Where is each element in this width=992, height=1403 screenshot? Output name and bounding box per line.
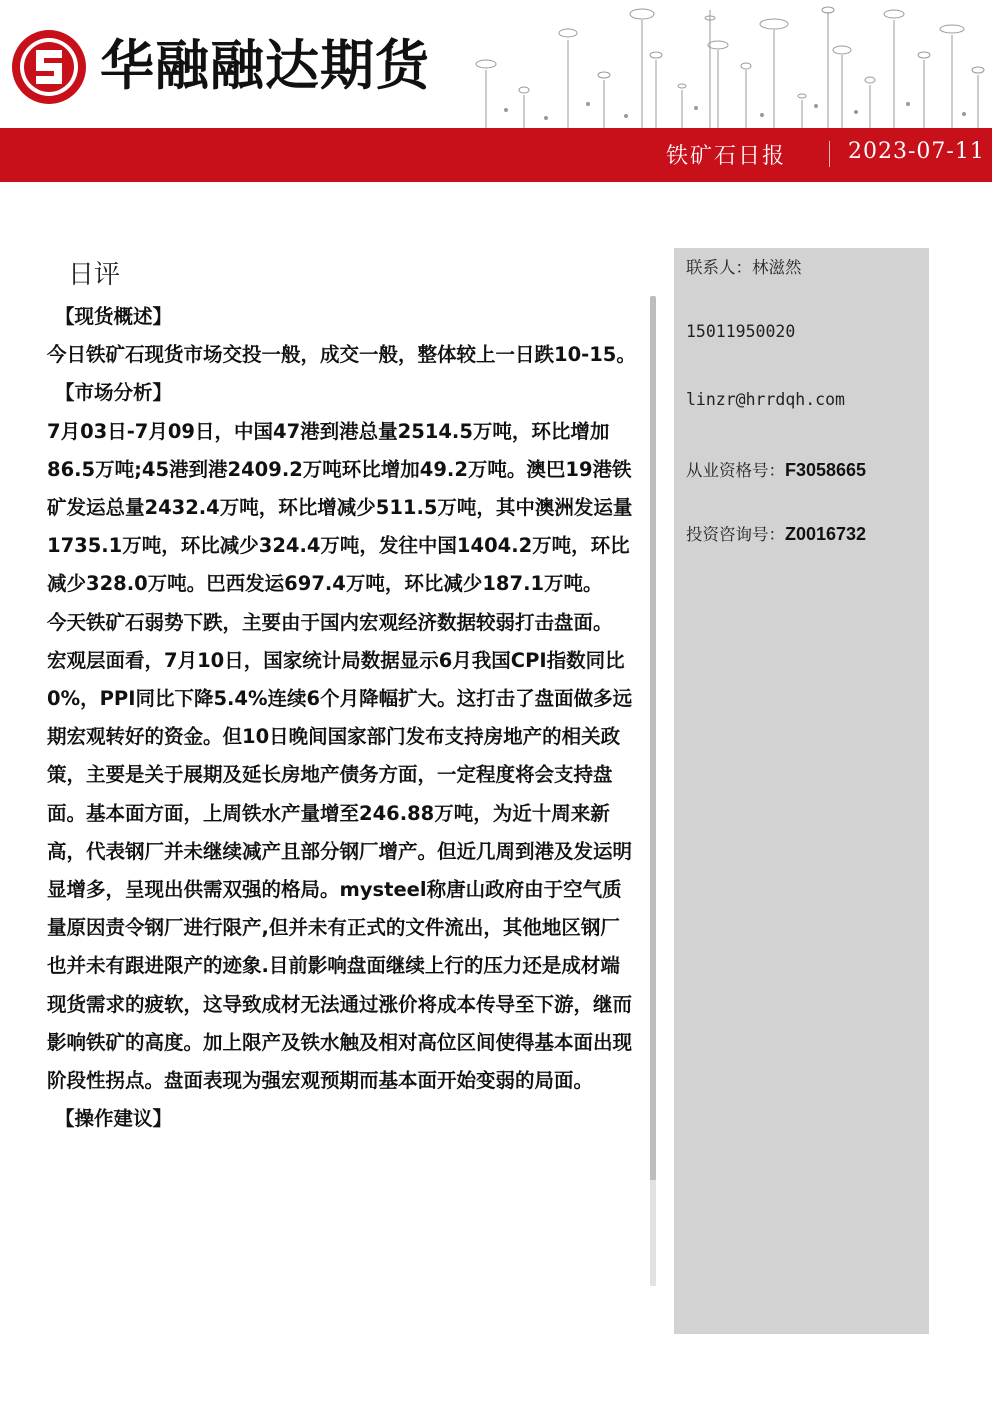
scrollbar[interactable] [650,296,656,1286]
advisory-label: 投资咨询号： [686,525,785,544]
contact-label: 联系人： [686,258,752,277]
section-heading: 【市场分析】 [55,381,173,405]
report-banner [0,128,992,182]
paragraph: 宏观层面看，7月10日，国家统计局数据显示6月我国CPI指数同比0%，PPI同比下降5.4%连续6个月降幅扩大。这打击了盘面做多远期宏观转好的资金。但10日晚间国家部门发布支持房地产的相关政策，主要是关于展期及延长房地产债务方面，一定程度将会支持盘面。基本面方面，上周铁水产量增至246.88万吨，为近十周来新高，代表钢厂并未继续减产且部分钢厂增产。但近几周到港及发运明显增多，呈现出供需双强的格局。mysteel称唐山政府由于空气质量原因责令钢厂进行限产,但并未有正式的文件流出，其他地区钢厂也并未有跟进限产的迹象.目前影响盘面继续上行的压力还是成材端现货需求的疲软，这导致成材无法通过涨价将成本传导至下游，继而影响铁矿的高度。加上限产及铁水触及相对高位区间使得基本面出现阶段性拐点。盘面表现为强宏观预期而基本面开始变弱的局面。 [47,648,633,1093]
article-body [47,298,637,1138]
company-name: 华融融达期货 [100,34,430,97]
paragraph: 7月03日-7月09日，中国47港到港总量2514.5万吨，环比增加86.5万吨;45港到港2409.2万吨环比增加49.2万吨。澳巴19港铁矿发运总量2432.4万吨，环比增减少511.5万吨，其中澳洲发运量1735.1万吨，环比减少324.4万吨，发往中国1404.2万吨，环比减少328.0万吨。巴西发运697.4万吨，环比减少187.1万吨。 [47,419,633,596]
decorative-pattern [456,0,992,128]
contact-email: linzr@hrrdqh.com [686,390,845,409]
contact-person [686,254,802,278]
license-label: 从业资格号： [686,461,785,480]
advisory-value: Z0016732 [785,524,867,544]
license-number [686,457,866,481]
report-title: 铁矿石日报 [666,144,787,169]
contact-name: 林滋然 [752,258,802,277]
report-date: 2023-07-11 [848,139,985,164]
paragraph: 今日铁矿石现货市场交投一般，成交一般，整体较上一日跌10-15。 [47,343,636,367]
contact-sidebar [674,248,929,1334]
section-heading: 【现货概述】 [55,305,173,328]
license-value: F3058665 [785,460,867,480]
paragraph: 今天铁矿石弱势下跌，主要由于国内宏观经济数据较弱打击盘面。 [47,610,613,634]
scrollbar-track[interactable] [650,1180,656,1286]
section-title: 日评 [68,260,121,290]
section-heading: 【操作建议】 [55,1107,173,1131]
advisory-number [686,521,866,545]
banner-divider [829,141,830,167]
header [0,0,992,128]
contact-phone: 15011950020 [686,322,796,341]
company-logo-icon [10,28,88,106]
